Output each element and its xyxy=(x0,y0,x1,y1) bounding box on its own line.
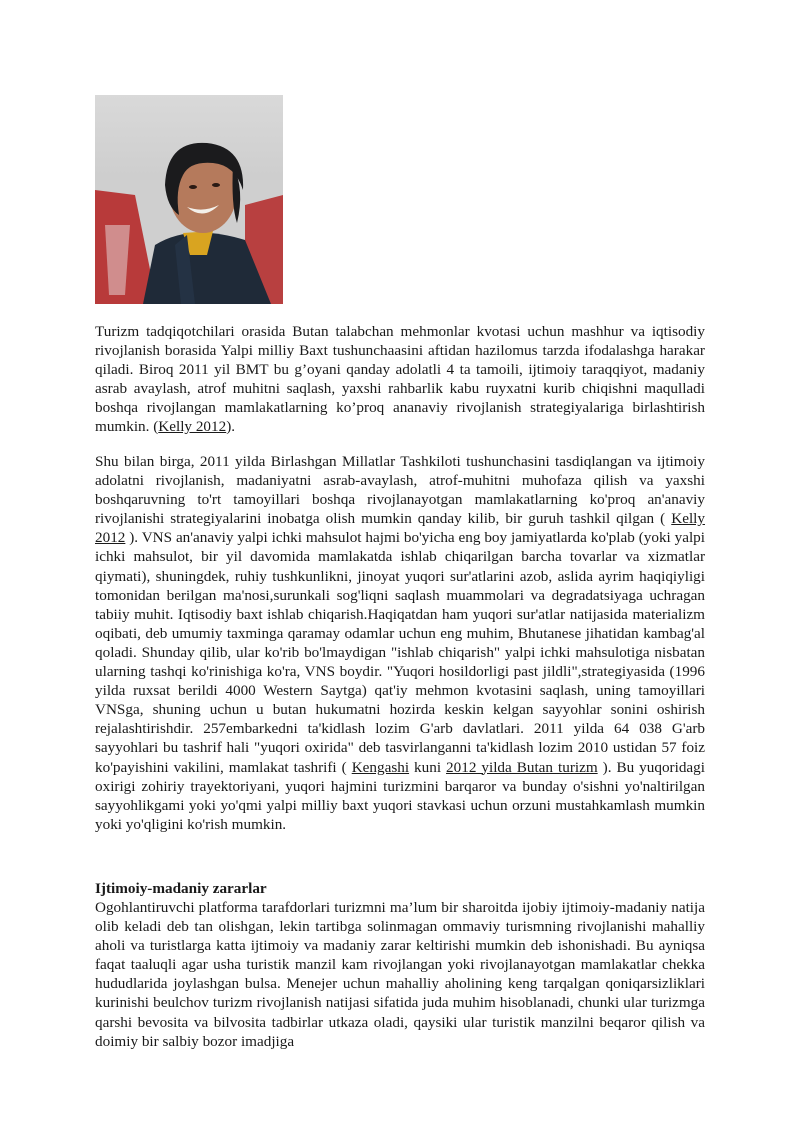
smiling-girl-photo xyxy=(95,95,283,304)
paragraph2-part3: kuni xyxy=(409,758,447,776)
section-heading: Ijtimoiy-madaniy zararlar xyxy=(95,880,267,897)
paragraph1-closing: ). xyxy=(226,418,236,436)
paragraph-un-gnh-principles xyxy=(95,452,705,834)
citation-link-kelly-2012[interactable]: Kelly 2012 xyxy=(158,418,227,436)
citation-link-bhutan-tourism-2012[interactable]: 2012 yilda Butan turizm xyxy=(446,758,598,776)
citation-link-kelly-2012[interactable]: Kelly 2012 xyxy=(95,510,705,547)
paragraph2-part1: Shu bilan birga, 2011 yilda Birlashgan Millatlar Tashkiloti tushunchasini tasdiqlangan va ijtimoiy adolatni rivojlanish, madaniyatni asrab-avaylash, atrof-muhitni muhofaza qilish va yaxshi boshqaruvning to'rt tamoyillari boshqa rivojlanayotgan mamlakatlarning ko'proq an'anaviy rivojlanishi strategiyalarini inobatga olish mumkin qanday kilib, bir guruh tashkil qilgan ( xyxy=(95,453,705,528)
paragraph-sociocultural-harms xyxy=(95,898,705,1051)
paragraph2-part2: ). VNS an'anaviy yalpi ichki mahsulot hajmi bo'yicha eng boy jamiyatlarda ko'plab (yoki yalpi ichki mahsulot, bir yil davomida mamlakatda ishlab chiqarilgan barcha tovarlar va xizmatlar qiymati), shuningdek, ruhiy tushkunlikni, jinoyat yuqori sur'atlarini azob, aslida ayrim haqiqiyligi tomonidan berilgan ma'nosi,surunkali sog'liqni saqlash muammolari va degradatsiyaga uchragan tabiiy muhit. Iqtisodiy baxt ishlab chiqarish.Haqiqatdan ham yuqori sur'atlar natijasida materializm oqibati, deb umumiy taxminga qaramay odamlar uchun eng muhim, Bhutanese jihatidan kambag'al qoladi. Shunday qilib, ular ko'rib bo'lmaydigan "ishlab chiqarish" yalpi ichki mahsulotiga nisbatan ularning tashqi ko'rinishiga ko'ra, VNS boydir. "Yuqori hosildorligi past jildli",strategiyasida (1996 yilda ruxsat berildi 4000 Western Saytga) qat'iy mehmon kvotasini saqlash, uning tamoyillari VNSga, shuning uchun u butan hukumatni hozirda keskin kelgan sayyohlar sonini oshirish rejalashtirishdir. 257embarkedni ta'kidlash lozim G'arb davlatlari. 2011 yilda 64 038 G'arb sayyohlari bu tashrif hali "yuqori oxirida" deb tasvirlanganni ta'kidlash lozim 2010 ustidan 57 foiz ko'payishini vakilini, mamlakat tashrifi ( xyxy=(95,529,705,776)
paragraph-bhutan-tourism-quota xyxy=(95,322,705,437)
paragraph1-text: Turizm tadqiqotchilari orasida Butan talabchan mehmonlar kvotasi uchun mashhur va iqtisodiy rivojlanish borasida Yalpi milliy Baxt tushunchaasini aftidan hazilomus tarzda ifodalashga harakar qiladi. Biroq 2011 yil BMT bu g’oyani qanday adolatli 4 ta tamoili, ijtimoiy taraqqiyot, madaniy asrab avaylash, atrof muhitni saqlash, yaxshi rahbarlik kabu ruyxatni kurib chiqishni maqulladi boshqa rivojlangan mamlakatlarning ko’proq ananaviy rivojlanish strategiyalariga birlashtirish mumkin. ( xyxy=(95,323,705,436)
citation-link-kengashi[interactable]: Kengashi xyxy=(351,758,410,776)
paragraph3-text: Ogohlantiruvchi platforma tarafdorlari turizmni ma’lum bir sharoitda ijobiy ijtimoiy-madaniy natija olib keladi deb tan olishgan, lekin tartibga solinmagan ommaviy turismning rivojlanishi mahalliy aholi va turistlarga katta ijtimoiy va madaniy zarar keltirishi mumkin deb ishonishadi. Bu ayniqsa faqat taaluqli agar usha turistik manzil kam rivojlangan yoki rivojlanayotgan mamlakatlar chekka hududlarida joylashgan bulsa. Menejer uchun mahalliy aholining keng tarqalgan qoniqarsizliklari kurinishi beulchov turizm rivojlanish natijasi sifatida juda muhim hisoblanadi, chunki ular turizmga qarshi bevosita va bilvosita tadbirlar utkaza oladi, qaysiki ular turistik manzilni beqaror qilish va doimiy bir salbiy bozor imadjiga xyxy=(95,899,705,1050)
paragraph2-part4: ). Bu yuqoridagi oxirigi zohiriy trayektoriyani, yuqori hajmini turizmini barqaror va bunday o'sishni yo'naltirilgan sayyohlikgami yoki yo'qmi yalpi milliy baxt yuqori stavkasi uchun orzuni mustahkamlash mumkin yoki yo'qligini ko'rish mumkin. xyxy=(95,758,705,833)
